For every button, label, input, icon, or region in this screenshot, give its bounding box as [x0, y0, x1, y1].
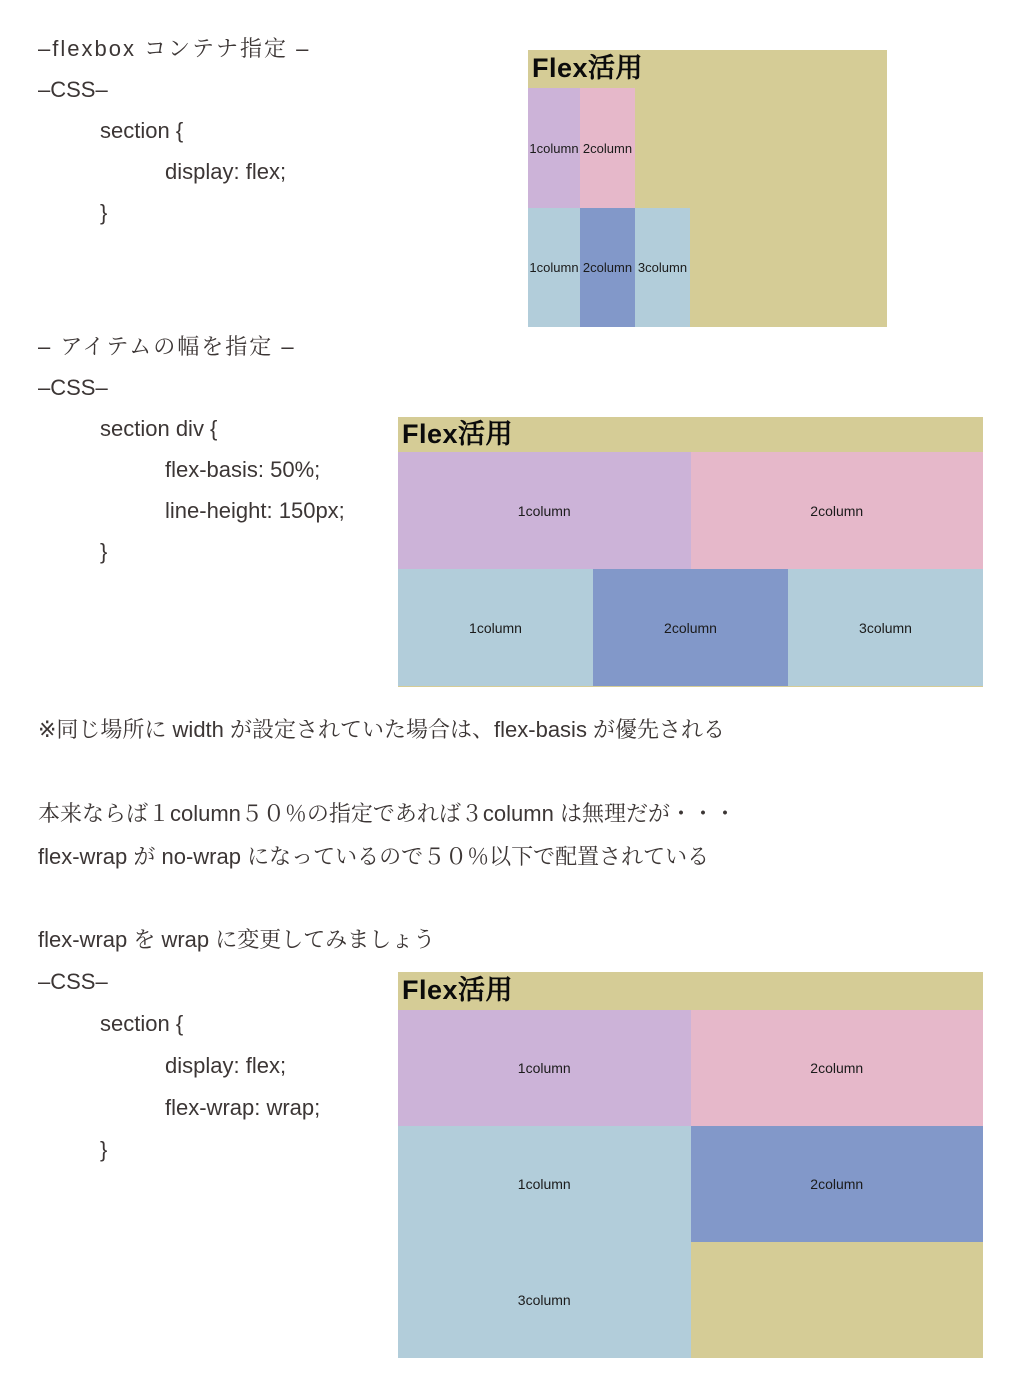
flex-row: [528, 208, 887, 327]
code-line: }: [100, 200, 108, 225]
code-line: display: flex;: [165, 1053, 287, 1078]
note-text: ※同じ場所に width が設定されていた場合は、flex-basis が優先される: [38, 717, 726, 742]
column-label: 1column: [517, 1176, 571, 1192]
column-box-2: [593, 569, 788, 686]
code-line: display: flex;: [165, 159, 287, 184]
column-box-2: [691, 1010, 984, 1126]
code-line: }: [100, 539, 108, 564]
column-label: 2column: [582, 260, 633, 275]
section-flex-wrap: [38, 919, 435, 1171]
column-box-1: [398, 1010, 691, 1126]
column-label: 3column: [859, 619, 912, 636]
column-label: 2column: [810, 1060, 864, 1076]
flex-row: [398, 452, 983, 569]
column-box-1: [398, 452, 691, 569]
paragraph-line: flex-wrap が no-wrap になっているので５０％以下で配置されている: [38, 844, 710, 869]
column-box-1: [528, 208, 580, 327]
column-label: 3column: [637, 260, 688, 275]
column-box-3: [635, 208, 690, 327]
column-label: 2column: [810, 502, 864, 519]
section-heading: –flexbox コンテナ指定 –: [38, 36, 311, 61]
browser-screenshot-default-flex: [528, 50, 887, 327]
browser-screenshot-flex-wrap: [398, 972, 983, 1358]
column-label: 1column: [529, 260, 579, 275]
column-label: 3column: [517, 1292, 571, 1308]
code-line: }: [100, 1137, 108, 1162]
page-title: Flex活用: [532, 53, 644, 83]
flex-row: [398, 1242, 983, 1358]
code-line: section {: [100, 1011, 184, 1036]
column-label: 1column: [517, 1060, 571, 1076]
section-item-width: [38, 326, 345, 572]
page-title: Flex活用: [402, 419, 514, 449]
column-box-3: [398, 1242, 691, 1358]
css-label: –CSS–: [38, 375, 108, 400]
column-label: 2column: [664, 619, 717, 636]
code-line: section div {: [100, 416, 218, 441]
column-box-3: [788, 569, 983, 686]
column-box-2: [580, 208, 635, 327]
code-line: flex-wrap: wrap;: [165, 1095, 321, 1120]
page-title: Flex活用: [402, 975, 514, 1005]
column-box-1: [528, 88, 580, 208]
flex-row: [528, 88, 887, 208]
css-label: –CSS–: [38, 77, 108, 102]
column-box-1: [398, 1126, 691, 1242]
column-box-2: [691, 452, 984, 569]
column-box-2: [691, 1126, 984, 1242]
section-flexbox-container: [38, 28, 310, 233]
column-box-2: [580, 88, 635, 208]
explanation-paragraph: [38, 792, 736, 878]
column-label: 2column: [582, 140, 633, 156]
column-label: 1column: [529, 140, 579, 156]
flex-row: [398, 569, 983, 686]
flex-row: [398, 1010, 983, 1126]
browser-screenshot-flex-basis: [398, 417, 983, 687]
flex-row: [398, 1126, 983, 1242]
code-line: flex-basis: 50%;: [165, 457, 321, 482]
column-box-1: [398, 569, 593, 686]
column-label: 1column: [469, 619, 522, 636]
column-label: 2column: [810, 1176, 864, 1192]
column-label: 1column: [517, 502, 571, 519]
css-label: –CSS–: [38, 969, 108, 994]
paragraph-line: 本来ならば１column５０％の指定であれば３column は無理だが・・・: [38, 801, 736, 826]
code-line: line-height: 150px;: [165, 498, 345, 523]
section-heading: flex-wrap を wrap に変更してみましょう: [38, 927, 436, 952]
code-line: section {: [100, 118, 184, 143]
section-heading: – アイテムの幅を指定 –: [38, 334, 296, 359]
